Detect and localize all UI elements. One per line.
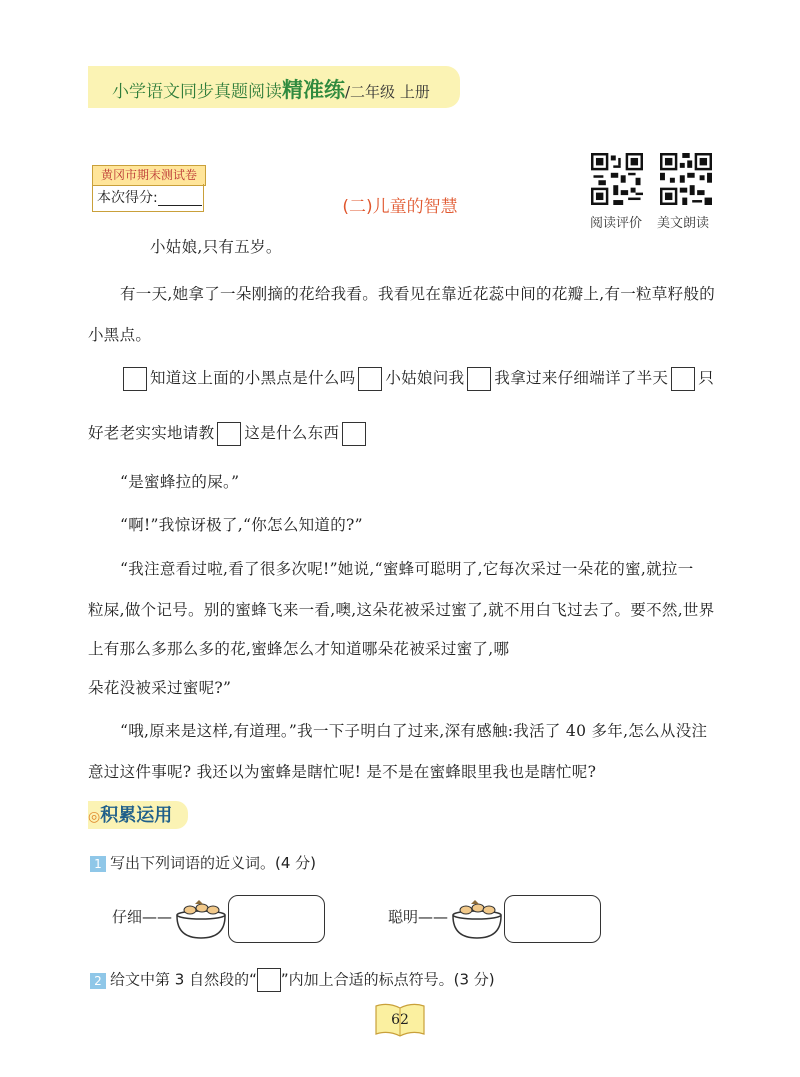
question-2 xyxy=(90,968,495,992)
paragraph-7-line-1: “哦,原来是这样,有道理。”我一下子明白了过来,深有感触:我活了 40 多年,怎么从没注 xyxy=(120,722,708,740)
score-blank[interactable] xyxy=(158,191,202,206)
punctuation-blank[interactable] xyxy=(123,367,147,391)
score-label: 本次得分: xyxy=(97,190,158,206)
punctuation-blank[interactable] xyxy=(217,422,241,446)
passage-title: (二)儿童的智慧 xyxy=(342,197,458,217)
paragraph-3-line-1 xyxy=(120,366,714,391)
question-1-text: 写出下列词语的近义词。(4 分) xyxy=(110,854,317,872)
punctuation-blank[interactable] xyxy=(342,422,366,446)
paragraph-3-text-5: 好老老实实地请教 xyxy=(88,424,215,442)
answer-box-word-2[interactable] xyxy=(504,895,601,943)
qr-code-icon[interactable] xyxy=(660,153,712,205)
basket-icon xyxy=(173,898,229,940)
paragraph-6-line-3: 上有那么多那么多的花,蜜蜂怎么才知道哪朵花被采过蜜了,哪 xyxy=(88,640,510,658)
paragraph-3-text-3: 我拿过来仔细端详了半天 xyxy=(494,369,669,387)
paragraph-2-line-2: 小黑点。 xyxy=(88,326,152,344)
question-number: 1 xyxy=(90,856,106,872)
question-2-text-a: 给文中第 3 自然段的“ xyxy=(110,970,257,989)
section-title xyxy=(88,801,172,827)
target-icon: ◎ xyxy=(88,809,101,825)
header-grade: /二年级 上册 xyxy=(345,83,430,101)
paragraph-6-line-4: 朵花没被采过蜜呢?” xyxy=(88,679,232,697)
qr-caption-reading-eval: 阅读评价 xyxy=(590,216,643,231)
paragraph-7-line-2: 意过这件事呢? 我还以为蜜蜂是瞎忙呢! 是不是在蜜蜂眼里我也是瞎忙呢? xyxy=(88,763,597,781)
paragraph-1: 小姑娘,只有五岁。 xyxy=(150,238,282,256)
question-number: 2 xyxy=(90,973,106,989)
qr-caption-reading-aloud: 美文朗读 xyxy=(657,216,710,231)
paragraph-3-text-6: 这是什么东西 xyxy=(244,424,340,442)
punctuation-blank[interactable] xyxy=(467,367,491,391)
basket-icon xyxy=(449,898,505,940)
answer-box-word-1[interactable] xyxy=(228,895,325,943)
paragraph-2-line-1: 有一天,她拿了一朵刚摘的花给我看。我看见在靠近花蕊中间的花瓣上,有一粒草籽般的 xyxy=(120,285,716,303)
score-box xyxy=(92,184,204,212)
word-2-label: 聪明—— xyxy=(388,908,449,926)
paragraph-3-line-2 xyxy=(88,421,369,446)
word-1-label: 仔细—— xyxy=(112,908,173,926)
paragraph-5: “啊!”我惊讶极了,“你怎么知道的?” xyxy=(120,516,363,534)
paragraph-3-text-1: 知道这上面的小黑点是什么吗 xyxy=(150,369,356,387)
paragraph-6-line-1: “我注意看过啦,看了很多次呢!”她说,“蜜蜂可聪明了,它每次采过一朵花的蜜,就拉一 xyxy=(120,560,694,578)
question-1 xyxy=(90,852,316,873)
exam-tag: 黄冈市期末测试卷 xyxy=(92,165,206,186)
punctuation-blank[interactable] xyxy=(358,367,382,391)
punctuation-blank[interactable] xyxy=(671,367,695,391)
punctuation-box-sample xyxy=(257,968,281,992)
header-brand: 精准练 xyxy=(282,78,345,102)
paragraph-6-line-2: 粒屎,做个记号。别的蜜蜂飞来一看,噢,这朵花被采过蜜了,就不用白飞过去了。要不然,世界 xyxy=(88,601,715,619)
page-number: 62 xyxy=(391,1012,409,1028)
section-title-text: 积累运用 xyxy=(100,805,173,826)
question-2-text-b: ”内加上合适的标点符号。(3 分) xyxy=(280,970,495,989)
header-title xyxy=(112,74,430,104)
paragraph-3-text-4: 只 xyxy=(698,369,715,387)
qr-code-icon[interactable] xyxy=(591,153,643,205)
header-series: 小学语文同步真题阅读 xyxy=(112,82,282,102)
paragraph-4: “是蜜蜂拉的屎。” xyxy=(120,473,240,491)
paragraph-3-text-2: 小姑娘问我 xyxy=(385,369,465,387)
